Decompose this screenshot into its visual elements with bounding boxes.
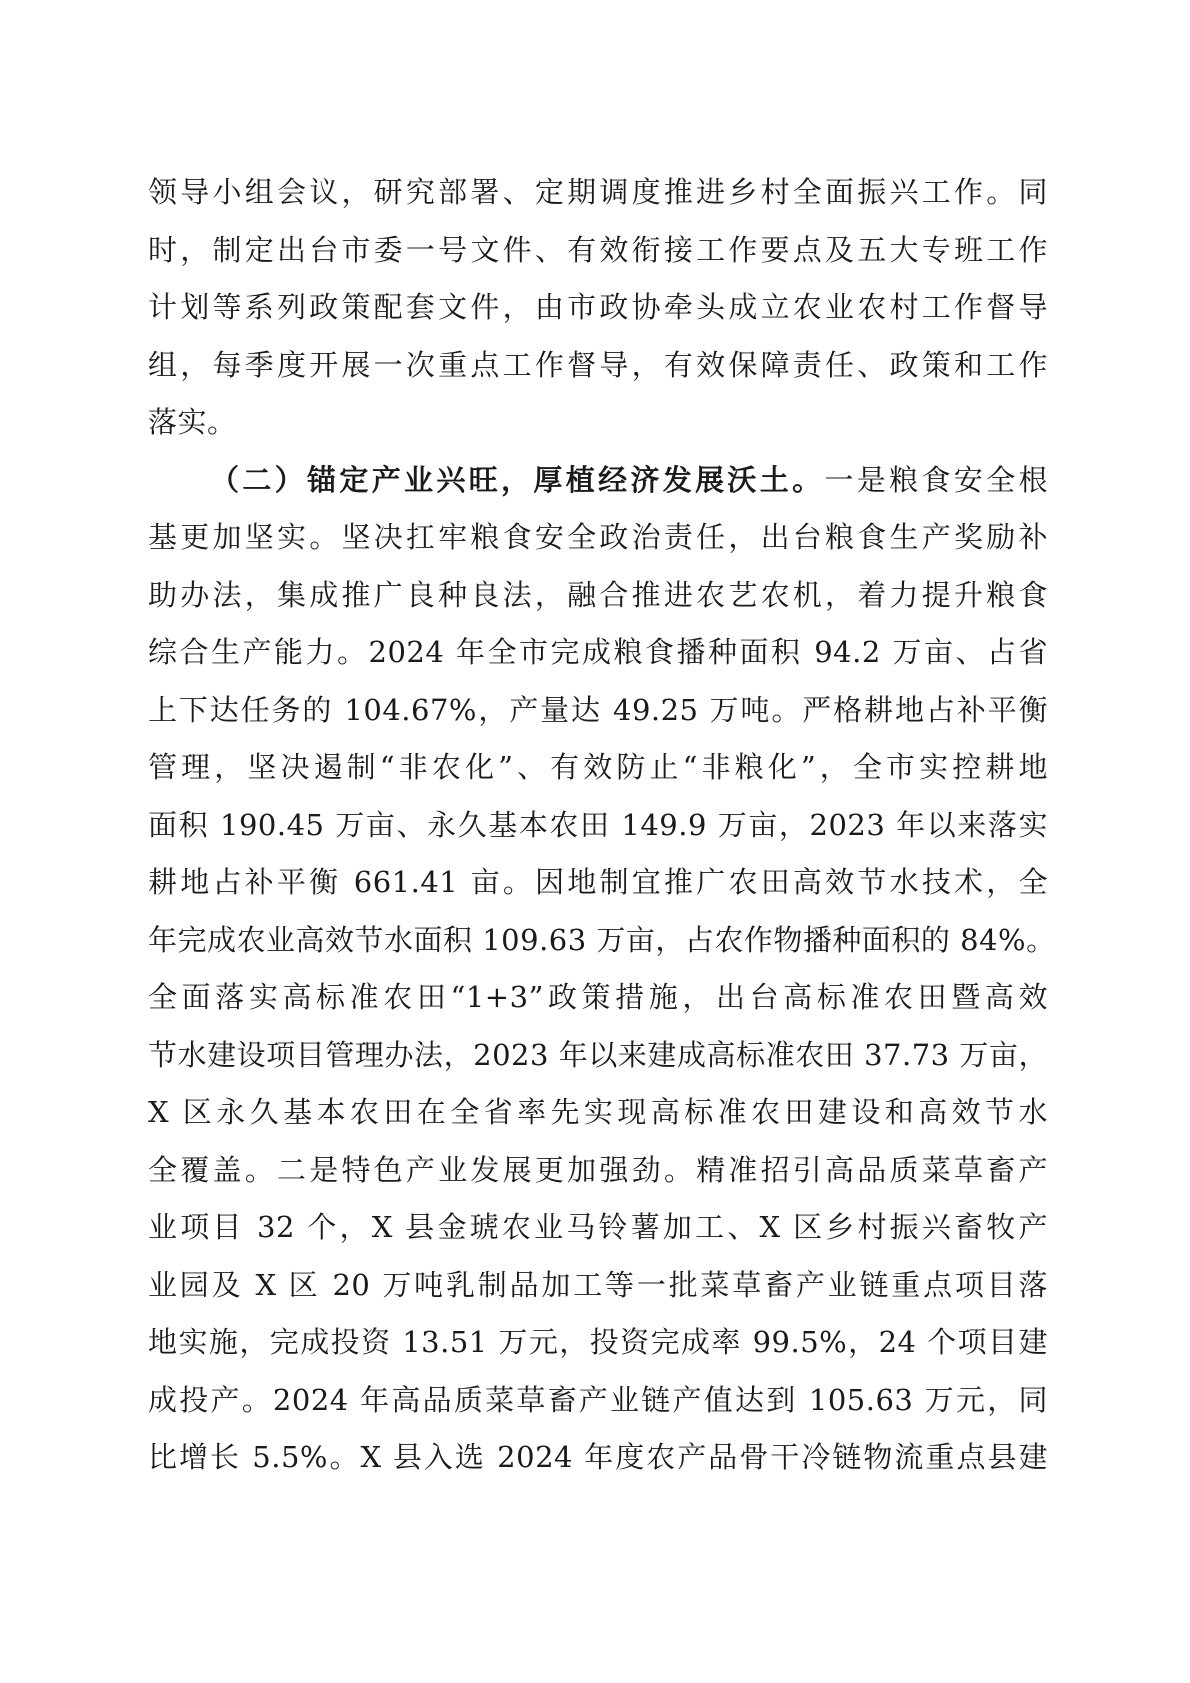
text-line: 综合生产能力。2024 年全市完成粮食播种面积 94.2 万亩、占省 [148, 635, 1048, 669]
text-line: 成投产。2024 年高品质菜草畜产业链产值达到 105.63 万元，同 [148, 1382, 1048, 1417]
text-line: 年完成农业高效节水面积 109.63 万亩，占农作物播种面积的 84%。 [148, 922, 1056, 957]
document-body [148, 164, 1056, 1487]
text-line: 计划等系列政策配套文件，由市政协牵头成立农业农村工作督导 [148, 290, 1048, 324]
text-line: 全覆盖。二是特色产业发展更加强劲。精准招引高品质菜草畜产 [148, 1152, 1048, 1187]
text-line: 基更加坚实。坚决扛牢粮食安全政治责任，出台粮食生产奖励补 [148, 520, 1048, 554]
text-line: 组，每季度开展一次重点工作督导，有效保障责任、政策和工作 [148, 347, 1048, 382]
section-heading: （二）锚定产业兴旺，厚植经济发展沃土。 [210, 462, 825, 497]
text-line: 时，制定出台市委一号文件、有效衔接工作要点及五大专班工作 [148, 232, 1048, 267]
text-line: 落实。 [148, 405, 237, 439]
text-line: 领导小组会议，研究部署、定期调度推进乡村全面振兴工作。同 [148, 175, 1048, 209]
text-line: 地实施，完成投资 13.51 万元，投资完成率 99.5%，24 个项目建 [148, 1325, 1048, 1359]
text-line-with-heading [148, 452, 1048, 510]
text-line: 全面落实高标准农田“1+3”政策措施，出台高标准农田暨高效 [148, 980, 1048, 1014]
text-line: X 区永久基本农田在全省率先实现高标准农田建设和高效节水 [148, 1095, 1048, 1129]
text-line: 面积 190.45 万亩、永久基本农田 149.9 万亩，2023 年以来落实 [148, 807, 1048, 842]
text-fragment: 一是粮食安全根 [824, 462, 1048, 497]
text-line: 管理，坚决遏制“非农化”、有效防止“非粮化”，全市实控耕地 [148, 750, 1048, 784]
text-line: 节水建设项目管理办法，2023 年以来建成高标准农田 37.73 万亩， [148, 1037, 1048, 1072]
text-line: 比增长 5.5%。X 县入选 2024 年度农产品骨干冷链物流重点县建 [148, 1440, 1048, 1474]
text-line: 上下达任务的 104.67%，产量达 49.25 万吨。严格耕地占补平衡 [148, 692, 1048, 727]
paragraph-industry [148, 452, 1056, 1487]
text-line: 助办法，集成推广良种良法，融合推进农艺农机，着力提升粮食 [148, 577, 1048, 612]
paragraph-leadership [148, 164, 1048, 452]
text-line: 业园及 X 区 20 万吨乳制品加工等一批菜草畜产业链重点项目落 [148, 1267, 1048, 1302]
text-line: 业项目 32 个，X 县金琥农业马铃薯加工、X 区乡村振兴畜牧产 [148, 1210, 1048, 1244]
text-line: 耕地占补平衡 661.41 亩。因地制宜推广农田高效节水技术，全 [148, 865, 1048, 899]
